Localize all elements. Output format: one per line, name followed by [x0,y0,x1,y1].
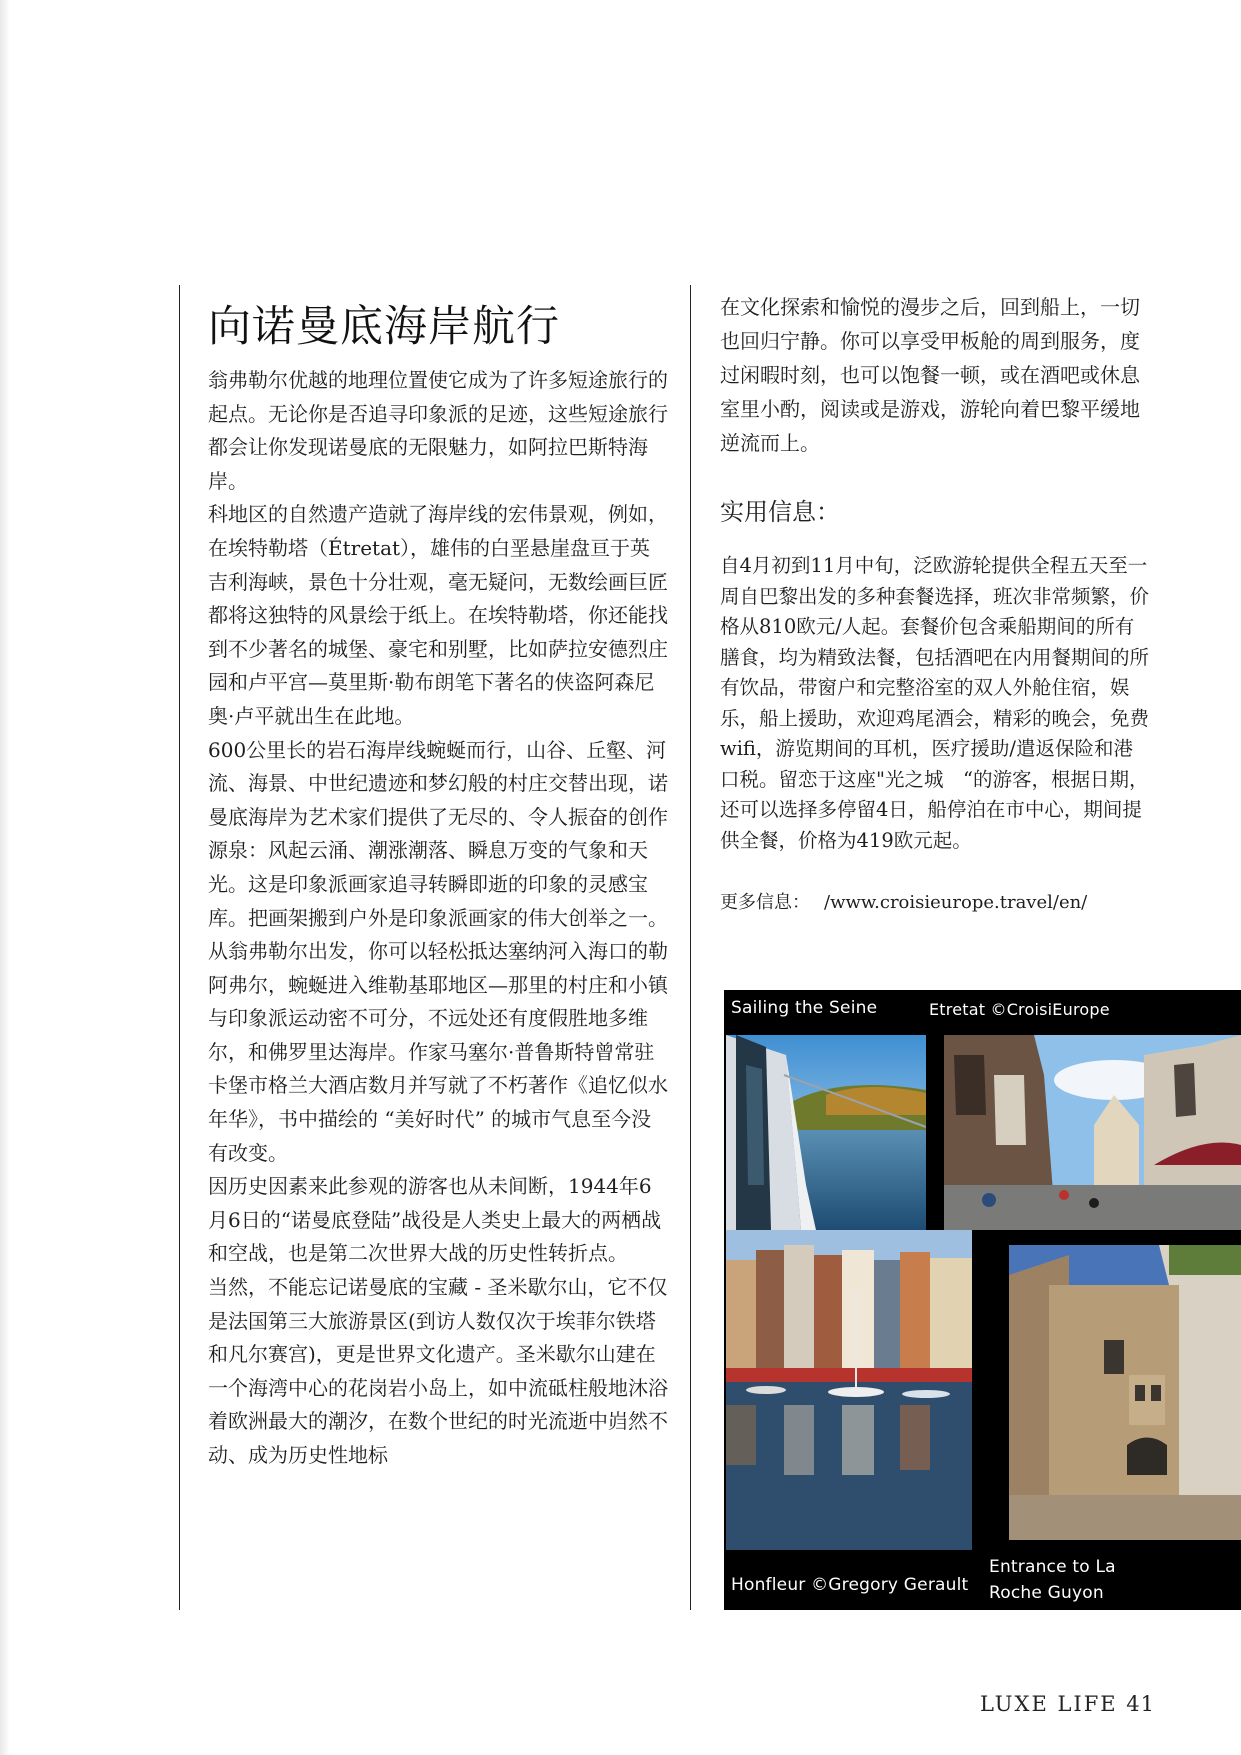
photo-collage [724,990,1241,1610]
caption-roche-guyon-line2: Roche Guyon [989,1583,1104,1603]
practical-info-heading: 实用信息： [720,498,840,526]
column-rule-middle [690,285,691,1610]
intro-paragraph: 在文化探索和愉悦的漫步之后，回到船上，一切也回归宁静。你可以享受甲板舱的周到服务，度过闲暇时刻，也可以饱餐一顿，或在酒吧或休息室里小酌，阅读或是游戏，游轮向着巴黎平缓地逆流而上。 [720,295,1140,455]
photo-sailing-seine [726,1035,926,1230]
practical-info-paragraph: 自4月初到11月中旬，泛欧游轮提供全程五天至一周自巴黎出发的多种套餐选择，班次非常频繁，价格从810欧元/人起。套餐价包含乘船期间的所有膳食，均为精致法餐，包括酒吧在内用餐期间的所有饮品，带窗户和完整浴室的双人外舱住宿，娱乐，船上援助，欢迎鸡尾酒会，精彩的晚会，免费wifi，游览期间的耳机，医疗援助/遣返保险和港口税。留恋于这座"光之城 “的游客，根据日期，还可以选择多停留4日，船停泊在市中心，期间提供全餐，价格为419欧元起。 [720,554,1150,852]
photo-etretat [944,1035,1241,1230]
etretat-street-image [944,1035,1241,1230]
article-paragraph: 科地区的自然遗产造就了海岸线的宏伟景观，例如，在埃特勒塔（Étretat），雄伟的白垩悬崖盘亘于英吉利海峡，景色十分壮观，毫无疑问，无数绘画巨匠都将这独特的风景绘于纸上。在埃特勒塔，你还能找到不少著名的城堡、豪宅和别墅，比如萨拉安德烈庄园和卢平宫—莫里斯·勒布朗笔下著名的侠盗阿森尼奥·卢平就出生在此地。 [208,502,668,728]
page-edge-shadow [0,0,10,1755]
magazine-name: LUXE LIFE [980,1692,1118,1716]
page-number: 41 [1126,1692,1156,1716]
caption-roche-guyon [989,1554,1116,1606]
article-column-left [208,300,668,1473]
article-paragraph: 600公里长的岩石海岸线蜿蜒而行，山谷、丘壑、河流、海景、中世纪遗迹和梦幻般的村庄交替出现，诺曼底海岸为艺术家们提供了无尽的、令人振奋的创作源泉：风起云涌、潮涨潮落、瞬息万变的气象和天光。这是印象派画家追寻转瞬即逝的印象的灵感宝库。把画架搬到户外是印象派画家的伟大创举之一。从翁弗勒尔出发，你可以轻松抵达塞纳河入海口的勒阿弗尔，蜿蜒进入维勒基耶地区—那里的村庄和小镇与印象派运动密不可分，不远处还有度假胜地多维尔，和佛罗里达海岸。作家马塞尔·普鲁斯特曾常驻卡堡市格兰大酒店数月并写就了不朽著作《追忆似水年华》，书中描绘的 “美好时代” 的城市气息至今没有改变。 [208,737,668,1165]
caption-sailing-seine: Sailing the Seine [731,998,878,1018]
caption-roche-guyon-line1: Entrance to La [989,1557,1116,1577]
more-info-line [720,888,1150,914]
seine-river-image [726,1035,926,1230]
more-info-link[interactable]: /www.croisieurope.travel/en/ [824,892,1088,913]
photo-honfleur [726,1230,972,1550]
roche-guyon-castle-image [1009,1245,1241,1540]
more-info-label: 更多信息： [720,892,810,913]
caption-honfleur: Honfleur ©Gregory Gerault [731,1575,969,1595]
article-paragraph: 因历史因素来此参观的游客也从未间断，1944年6月6日的“诺曼底登陆”战役是人类史上最大的两栖战和空战，也是第二次世界大战的历史性转折点。 [208,1174,662,1266]
column-rule-left [179,285,180,1610]
page-footer [980,1692,1155,1716]
honfleur-harbour-image [726,1230,972,1550]
article-column-right [720,290,1150,914]
article-paragraph: 当然，不能忘记诺曼底的宝藏 - 圣米歇尔山，它不仅是法国第三大旅游景区(到访人数仅次于埃菲尔铁塔和凡尔赛宫)，更是世界文化遗产。圣米歇尔山建在一个海湾中心的花岗岩小岛上，如中流砥柱般地沐浴着欧洲最大的潮汐，在数个世纪的时光流逝中岿然不动、成为历史性地标 [208,1275,668,1467]
photo-roche-guyon [1009,1245,1241,1540]
article-paragraph: 翁弗勒尔优越的地理位置使它成为了许多短途旅行的起点。无论你是否追寻印象派的足迹，这些短途旅行都会让你发现诺曼底的无限魅力，如阿拉巴斯特海岸。 [208,368,668,493]
article-title: 向诺曼底海岸航行 [208,302,560,352]
caption-etretat: Etretat ©CroisiEurope [929,1000,1110,1019]
